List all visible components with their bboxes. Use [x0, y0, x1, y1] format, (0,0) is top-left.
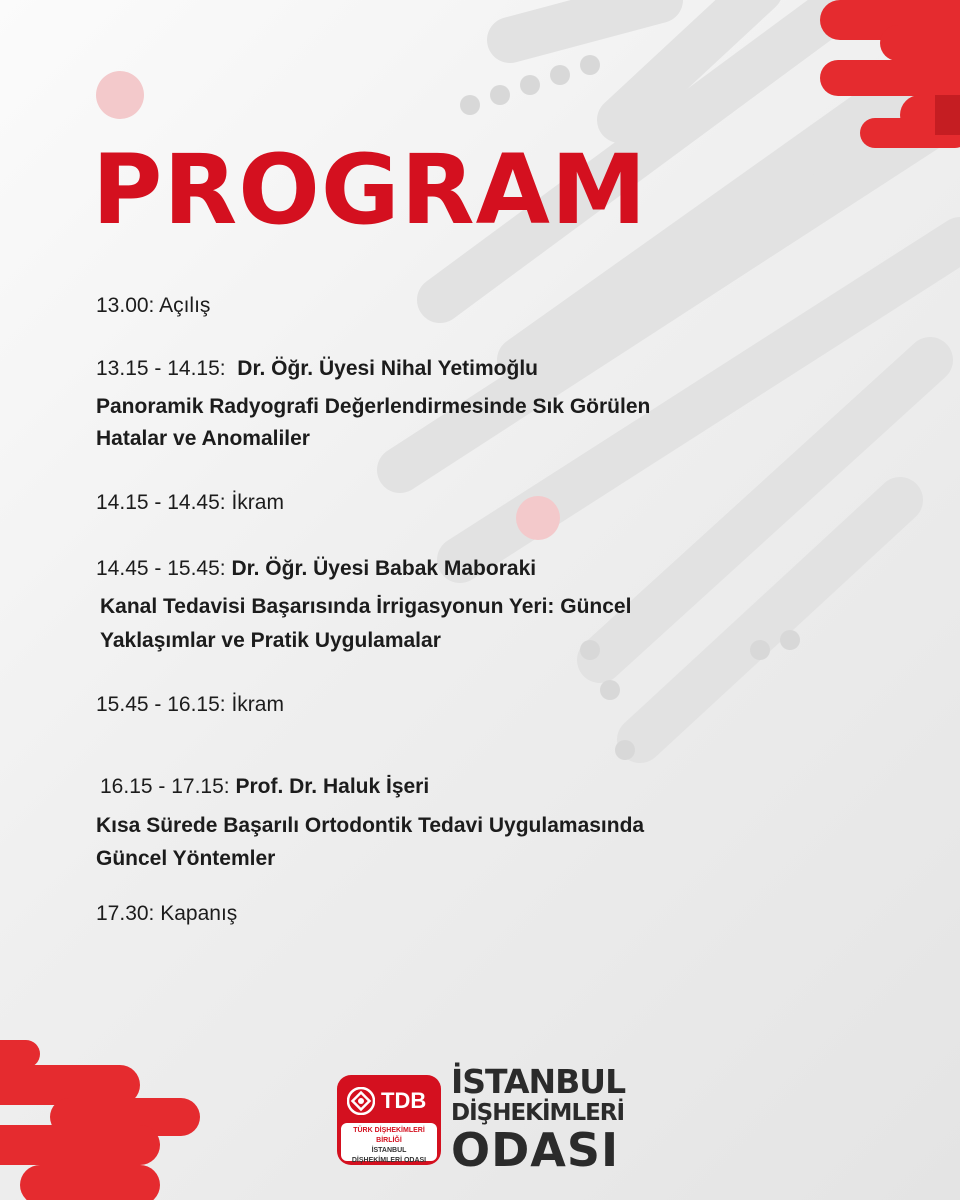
speaker-name: Dr. Öğr. Üyesi Babak Maboraki [231, 557, 537, 580]
schedule-break-2: 15.45 - 16.15: İkram [96, 693, 284, 716]
badge-union-name: TÜRK DİŞHEKİMLERİ BİRLİĞİ [353, 1127, 425, 1144]
session-3-topic-line1: Kısa Sürede Başarılı Ortodontik Tedavi Uygulamasında [96, 814, 645, 837]
tdb-abbreviation: TDB [381, 1088, 427, 1113]
organization-logo [337, 1062, 627, 1177]
tdb-badge [337, 1075, 441, 1165]
session-1-topic-line2: Hatalar ve Anomaliler [96, 427, 310, 450]
session-2-topic-line2: Yaklaşımlar ve Pratik Uygulamalar [100, 629, 441, 652]
session-2-topic-line1: Kanal Tedavisi Başarısında İrrigasyonun Yeri: Güncel [100, 595, 632, 618]
wordmark-chamber: ODASI [451, 1123, 620, 1177]
session-3-topic-line2: Güncel Yöntemler [96, 847, 276, 870]
schedule-session-1: 13.15 - 14.15: Dr. Öğr. Üyesi Nihal Yetimoğlu [96, 357, 538, 380]
schedule-break-1: 14.15 - 14.45: İkram [96, 491, 284, 514]
schedule-session-3: 16.15 - 17.15: Prof. Dr. Haluk İşeri [100, 775, 430, 798]
schedule-closing: 17.30: Kapanış [96, 902, 238, 925]
tdb-knot-icon [347, 1087, 375, 1115]
speaker-name: Dr. Öğr. Üyesi Nihal Yetimoğlu [237, 357, 538, 380]
chamber-wordmark [451, 1062, 627, 1177]
schedule-opening: 13.00: Açılış [96, 294, 211, 317]
wordmark-profession: DİŞHEKİMLERİ [451, 1100, 625, 1126]
session-1-topic-line1: Panoramik Radyografi Değerlendirmesinde Sık Görülen [96, 395, 651, 418]
badge-city: İSTANBUL [371, 1147, 407, 1154]
wordmark-city: İSTANBUL [451, 1062, 626, 1101]
badge-chamber: DİŞHEKİMLERİ ODASI [351, 1157, 427, 1164]
schedule-session-2: 14.45 - 15.45: Dr. Öğr. Üyesi Babak Maboraki [96, 557, 537, 580]
page-title: PROGRAM [92, 134, 648, 246]
speaker-name: Prof. Dr. Haluk İşeri [235, 775, 430, 798]
